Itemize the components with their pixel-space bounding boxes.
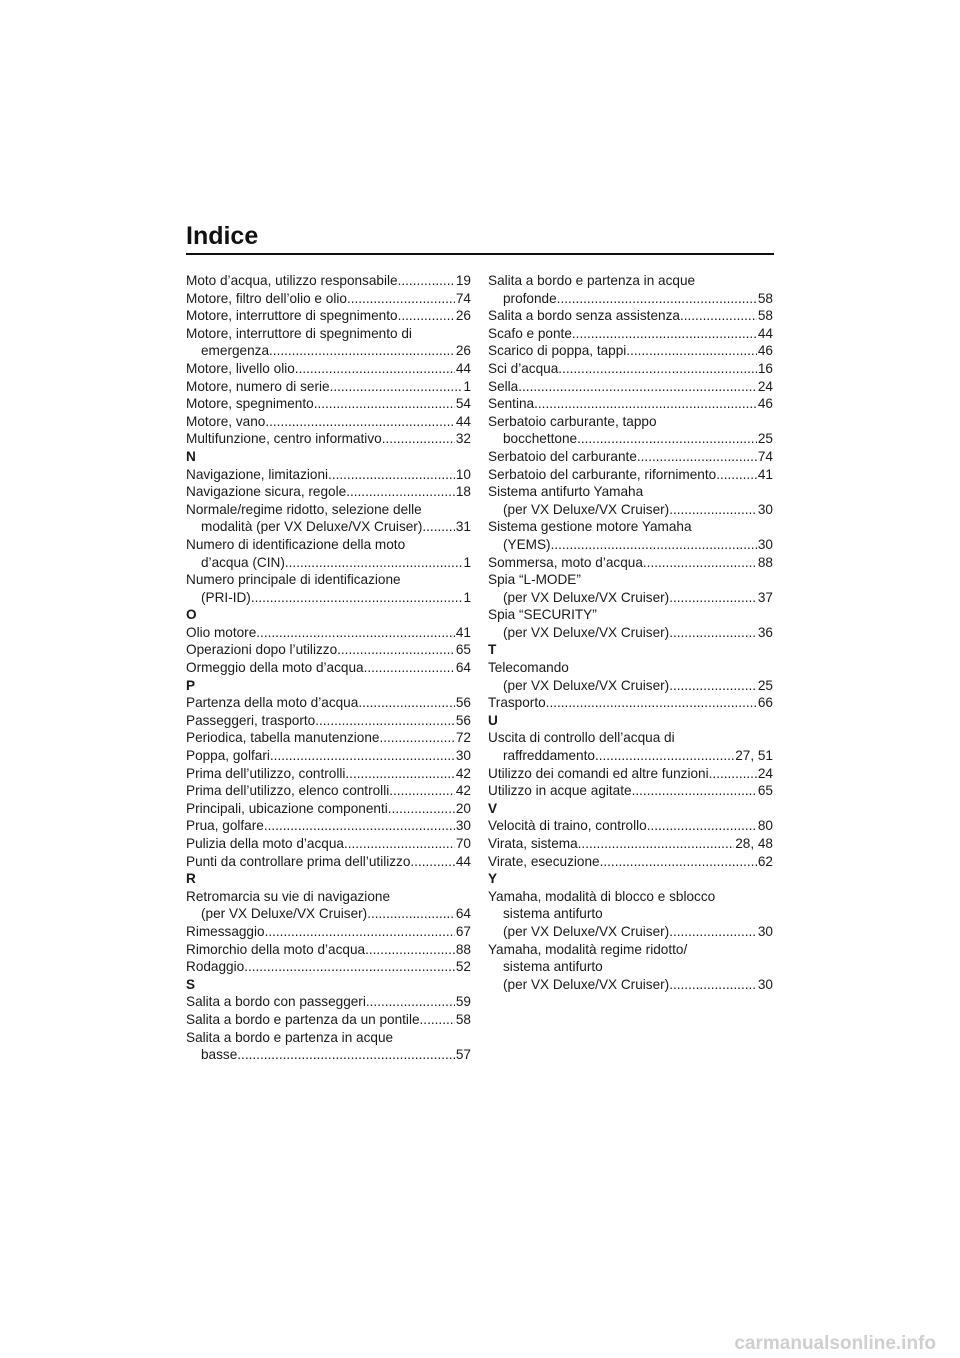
dot-leader	[669, 624, 757, 642]
index-entry	[186, 853, 471, 871]
index-page-number: 19	[455, 273, 471, 288]
index-entry-text: Virate, esecuzione	[488, 853, 600, 869]
index-page-number: 42	[455, 783, 471, 799]
index-entry	[488, 342, 773, 360]
dot-leader	[365, 941, 455, 959]
index-entry-text: Sentina	[488, 396, 535, 412]
dot-leader	[669, 677, 757, 695]
index-letter: N	[186, 448, 196, 464]
index-page-number: 70	[455, 836, 471, 851]
dot-leader	[295, 360, 455, 378]
index-page-number: 64	[455, 660, 471, 676]
dot-leader	[709, 765, 757, 783]
index-entry-text: basse	[201, 1047, 238, 1063]
index-page-number: 41	[455, 624, 471, 640]
dot-leader	[270, 747, 455, 765]
index-letter: P	[186, 677, 196, 693]
dot-leader	[600, 853, 757, 871]
index-entry-text: Salita a bordo con passeggeri	[186, 994, 366, 1010]
index-entry-heading	[488, 483, 773, 501]
index-entry-text: Spia “SECURITY”	[488, 607, 597, 623]
index-page-number: 58	[455, 1011, 471, 1027]
index-entry-text: Motore, spegnimento	[186, 396, 314, 412]
dot-leader	[578, 835, 735, 853]
dot-leader	[315, 712, 455, 730]
index-page-number: 65	[455, 642, 471, 658]
index-entry-text: Salita a bordo e partenza da un pontile	[186, 1011, 420, 1027]
index-entry-text: (YEMS)	[503, 536, 551, 552]
index-page-number: 37	[757, 589, 773, 605]
index-entry	[488, 835, 773, 853]
index-entry	[186, 466, 471, 484]
index-entry-heading	[488, 888, 773, 906]
index-page-number: 10	[455, 466, 471, 482]
dot-leader	[643, 554, 757, 572]
index-entry-text: Sci d’acqua	[488, 360, 559, 376]
index-page-number: 44	[455, 853, 471, 869]
index-entry-heading	[186, 1029, 471, 1047]
dot-leader	[364, 659, 455, 677]
index-entry-text: Sistema antifurto Yamaha	[488, 484, 644, 500]
index-entry	[488, 536, 773, 554]
index-entry-text: Utilizzo in acque agitate	[488, 783, 632, 799]
index-entry-text: Virata, sistema	[488, 836, 578, 851]
dot-leader	[551, 536, 757, 554]
dot-leader	[264, 817, 455, 835]
index-page-number: 32	[455, 431, 471, 447]
index-letter: T	[488, 642, 497, 658]
dot-leader	[669, 976, 757, 994]
watermark-logo	[576, 1332, 936, 1354]
index-entry	[186, 694, 471, 712]
index-page-number: 80	[757, 818, 773, 834]
dot-leader	[398, 307, 455, 325]
index-entry-text: Operazioni dopo l’utilizzo	[186, 642, 338, 658]
index-entry	[488, 448, 773, 466]
index-entry-text: (per VX Deluxe/VX Cruiser)	[201, 906, 368, 922]
index-entry	[488, 501, 773, 519]
index-entry	[186, 712, 471, 730]
index-entry	[186, 1046, 471, 1064]
index-entry	[186, 554, 471, 572]
index-entry-text: (per VX Deluxe/VX Cruiser)	[503, 677, 670, 693]
index-page-number: 72	[455, 730, 471, 746]
index-page-number: 27, 51	[735, 748, 773, 764]
index-page-number: 66	[757, 695, 773, 711]
dot-leader	[669, 589, 757, 607]
index-entry-text: Motore, livello olio	[186, 360, 295, 376]
index-entry	[488, 765, 773, 783]
dot-leader	[346, 483, 455, 501]
index-entry-text: Motore, interruttore di spegnimento di	[186, 325, 412, 341]
index-letter: S	[186, 976, 196, 992]
index-page-number: 25	[757, 677, 773, 693]
index-page-number: 30	[455, 748, 471, 764]
index-entry-heading	[488, 272, 773, 290]
index-entry-text: Periodica, tabella manutenzione	[186, 730, 380, 746]
index-page-number: 74	[455, 290, 471, 306]
dot-leader	[379, 729, 454, 747]
index-entry	[186, 782, 471, 800]
index-page-number: 44	[455, 360, 471, 376]
index-entry-text: Salita a bordo e partenza in acque	[186, 1029, 394, 1045]
index-entry	[488, 853, 773, 871]
index-entry	[488, 976, 773, 994]
index-entry-text: Serbatoio del carburante, rifornimento	[488, 466, 717, 482]
index-entry-text: Sella	[488, 378, 519, 394]
dot-leader	[367, 905, 455, 923]
index-entry-heading	[488, 606, 773, 624]
index-entry	[488, 290, 773, 308]
index-entry	[186, 413, 471, 431]
index-entry-text: Salita a bordo senza assistenza	[488, 308, 680, 324]
index-page-number: 65	[757, 783, 773, 799]
index-entry-text: (per VX Deluxe/VX Cruiser)	[503, 976, 670, 992]
dot-leader	[669, 923, 757, 941]
index-entry	[186, 360, 471, 378]
index-entry	[488, 589, 773, 607]
index-entry-text: profonde	[503, 290, 557, 306]
index-entry-text: Numero di identificazione della moto	[186, 536, 406, 552]
dot-leader	[314, 395, 455, 413]
index-page-number: 26	[455, 343, 471, 359]
index-entry-text: Principali, ubicazione componenti	[186, 800, 388, 816]
dot-leader	[366, 993, 455, 1011]
index-letter: U	[488, 712, 498, 728]
index-page-number: 52	[455, 959, 471, 975]
dot-leader	[347, 290, 455, 308]
index-entry-heading	[488, 659, 773, 677]
index-entry-text: Passeggeri, trasporto	[186, 712, 316, 728]
index-entry	[488, 554, 773, 572]
index-entry	[488, 747, 773, 765]
index-page-number: 30	[757, 976, 773, 992]
index-entry	[186, 342, 471, 360]
index-entry	[488, 923, 773, 941]
dot-leader	[398, 272, 455, 290]
title-divider	[186, 253, 774, 255]
index-entry-text: Uscita di controllo dell’acqua di	[488, 730, 675, 746]
index-page-number: 42	[455, 765, 471, 781]
index-page-number: 1	[463, 378, 471, 394]
index-entry-text: Ormeggio della moto d’acqua	[186, 660, 364, 676]
index-page-number: 31	[455, 519, 471, 535]
index-entry	[186, 958, 471, 976]
dot-leader	[716, 466, 757, 484]
index-entry-text: Velocità di traino, controllo	[488, 818, 647, 834]
index-entry-text: Salita a bordo e partenza in acque	[488, 273, 696, 288]
index-entry	[488, 378, 773, 396]
dot-leader	[534, 395, 757, 413]
index-entry-text: Motore, vano	[186, 413, 266, 429]
dot-leader	[637, 448, 757, 466]
footer	[0, 1330, 960, 1354]
index-entry-text: Yamaha, modalità regime ridotto/	[488, 941, 688, 957]
index-page-number: 88	[757, 554, 773, 570]
dot-leader	[546, 694, 757, 712]
index-page-number: 41	[757, 466, 773, 482]
index-entry	[488, 677, 773, 695]
index-entry	[186, 905, 471, 923]
index-entry-text: Yamaha, modalità di blocco e sblocco	[488, 888, 716, 904]
dot-leader	[572, 325, 757, 343]
index-entry	[186, 395, 471, 413]
index-entry-text: Partenza della moto d’acqua	[186, 695, 359, 711]
index-entry-text: Moto d’acqua, utilizzo responsabile	[186, 273, 398, 288]
index-entry-text: Sommersa, moto d’acqua	[488, 554, 643, 570]
index-page-number: 44	[455, 413, 471, 429]
index-entry-text: (per VX Deluxe/VX Cruiser)	[503, 501, 670, 517]
dot-leader	[577, 430, 757, 448]
index-entry-text: Retromarcia su vie di navigazione	[186, 888, 391, 904]
index-page-number: 36	[757, 624, 773, 640]
dot-leader	[422, 518, 455, 536]
dot-leader	[557, 290, 757, 308]
dot-leader	[420, 1011, 455, 1029]
index-entry-text: Poppa, golfari	[186, 748, 270, 764]
index-entry-text: Numero principale di identificazione	[186, 572, 401, 588]
index-page-number: 26	[455, 308, 471, 324]
dot-leader	[558, 360, 757, 378]
index-entry-text: Pulizia della moto d’acqua	[186, 836, 344, 851]
index-page-number: 16	[757, 360, 773, 376]
index-entry-heading	[186, 888, 471, 906]
dot-leader	[632, 782, 757, 800]
index-entry-heading	[186, 501, 471, 519]
index-letter: R	[186, 871, 196, 887]
index-entry-text: Scarico di poppa, tappi	[488, 343, 627, 359]
index-entry-text: Multifunzione, centro informativo	[186, 431, 382, 447]
index-page-number: 54	[455, 396, 471, 412]
index-entry	[186, 993, 471, 1011]
index-entry	[488, 360, 773, 378]
index-entry-heading	[488, 958, 773, 976]
index-entry-heading	[488, 518, 773, 536]
index-page-number: 28, 48	[735, 836, 773, 851]
index-letter: V	[488, 800, 498, 816]
index-entry-text: Serbatoio carburante, tappo	[488, 413, 657, 429]
index-entry	[186, 430, 471, 448]
index-entry-text: (per VX Deluxe/VX Cruiser)	[503, 923, 670, 939]
index-entry	[186, 483, 471, 501]
index-entry	[186, 659, 471, 677]
dot-leader	[285, 554, 463, 572]
index-entry-text: bocchettone	[503, 431, 578, 447]
dot-leader	[344, 835, 455, 853]
dot-leader	[518, 378, 757, 396]
index-entry-text: Navigazione, limitazioni	[186, 466, 329, 482]
index-entry-text: raffreddamento	[503, 748, 595, 764]
dot-leader	[328, 466, 455, 484]
index-entry-heading	[186, 536, 471, 554]
index-page-number: 25	[757, 431, 773, 447]
index-page-number: 46	[757, 343, 773, 359]
index-letter: Y	[488, 871, 498, 887]
dot-leader	[410, 853, 454, 871]
dot-leader	[265, 923, 455, 941]
index-entry-text: d’acqua (CIN)	[201, 554, 285, 570]
index-page-number: 30	[757, 501, 773, 517]
index-entry	[186, 817, 471, 835]
index-page-number: 44	[757, 325, 773, 341]
index-column-right	[488, 272, 773, 993]
index-page-number: 67	[455, 923, 471, 939]
dot-leader	[358, 694, 455, 712]
dot-leader	[269, 342, 455, 360]
index-page-number: 20	[455, 800, 471, 816]
index-entry	[186, 747, 471, 765]
index-entry-text: (per VX Deluxe/VX Cruiser)	[503, 589, 670, 605]
index-entry-text: Rimorchio della moto d’acqua	[186, 941, 366, 957]
index-page-number: 18	[455, 484, 471, 500]
index-entry	[186, 1011, 471, 1029]
index-entry-text: Scafo e ponte	[488, 325, 572, 341]
index-column-left	[186, 272, 471, 1064]
index-page-number: 30	[455, 818, 471, 834]
index-entry-text: (per VX Deluxe/VX Cruiser)	[503, 624, 670, 640]
index-page-number: 88	[455, 941, 471, 957]
dot-leader	[595, 747, 734, 765]
index-entry-heading	[186, 571, 471, 589]
index-entry-text: modalità (per VX Deluxe/VX Cruiser)	[201, 519, 423, 535]
dot-leader	[265, 413, 455, 431]
index-page-number: 57	[455, 1047, 471, 1063]
index-entry	[186, 641, 471, 659]
index-entry-text: Olio motore	[186, 624, 257, 640]
index-page-number: 58	[757, 308, 773, 324]
index-entry	[186, 589, 471, 607]
index-page-number: 59	[455, 994, 471, 1010]
dot-leader	[330, 378, 463, 396]
index-entry-text: Punti da controllare prima dell’utilizzo	[186, 853, 411, 869]
index-page-number: 62	[757, 853, 773, 869]
index-entry	[488, 307, 773, 325]
dot-leader	[337, 641, 455, 659]
index-entry	[488, 466, 773, 484]
index-entry-text: Sistema gestione motore Yamaha	[488, 519, 692, 535]
index-entry-text: Serbatoio del carburante	[488, 448, 637, 464]
index-entry-text: Motore, interruttore di spegnimento	[186, 308, 398, 324]
index-entry-text: sistema antifurto	[503, 906, 603, 922]
index-entry-heading	[186, 325, 471, 343]
dot-leader	[626, 342, 757, 360]
dot-leader	[244, 958, 455, 976]
index-entry-text: Prima dell’utilizzo, controlli	[186, 765, 346, 781]
index-entry	[488, 395, 773, 413]
index-entry	[186, 765, 471, 783]
index-page-number: 56	[455, 712, 471, 728]
index-entry-text: emergenza	[201, 343, 270, 359]
index-entry-text: Navigazione sicura, regole	[186, 484, 347, 500]
index-entry-text: Rimessaggio	[186, 923, 265, 939]
index-entry	[186, 624, 471, 642]
index-entry	[186, 941, 471, 959]
index-entry-text: Motore, filtro dell’olio e olio	[186, 290, 347, 306]
index-entry	[186, 290, 471, 308]
index-page-number: 24	[757, 765, 773, 781]
dot-leader	[680, 307, 757, 325]
index-entry-text: Spia “L-MODE”	[488, 572, 581, 588]
index-entry	[186, 307, 471, 325]
dot-leader	[388, 800, 455, 818]
index-page-number: 30	[757, 923, 773, 939]
index-entry	[488, 694, 773, 712]
dot-leader	[251, 589, 463, 607]
index-entry	[186, 800, 471, 818]
index-entry-text: Utilizzo dei comandi ed altre funzioni	[488, 765, 709, 781]
page-title: Indice	[186, 222, 259, 250]
index-entry-heading	[488, 571, 773, 589]
index-entry-heading	[488, 413, 773, 431]
dot-leader	[345, 765, 454, 783]
index-entry-heading	[488, 941, 773, 959]
index-entry	[488, 817, 773, 835]
index-entry	[488, 325, 773, 343]
dot-leader	[382, 430, 455, 448]
index-entry	[488, 782, 773, 800]
index-page-number: 1	[463, 554, 471, 570]
index-entry-text: Trasporto	[488, 695, 546, 711]
index-page-number: 64	[455, 906, 471, 922]
index-entry-text: Motore, numero di serie	[186, 378, 330, 394]
index-entry	[186, 835, 471, 853]
index-page-number: 56	[455, 695, 471, 711]
index-entry-text: (PRI-ID)	[201, 589, 251, 605]
dot-leader	[389, 782, 455, 800]
dot-leader	[669, 501, 757, 519]
index-page-number: 58	[757, 290, 773, 306]
index-entry-text: Prima dell’utilizzo, elenco controlli	[186, 783, 390, 799]
watermark-text: carmanualsonline.info	[734, 1333, 936, 1354]
index-entry	[186, 272, 471, 290]
index-page-number: 46	[757, 396, 773, 412]
index-page-number: 24	[757, 378, 773, 394]
dot-leader	[647, 817, 757, 835]
index-entry	[186, 923, 471, 941]
index-page-number: 1	[463, 589, 471, 605]
dot-leader	[237, 1046, 455, 1064]
index-entry-heading	[488, 729, 773, 747]
index-entry	[488, 624, 773, 642]
index-letter: O	[186, 607, 197, 623]
index-entry	[488, 430, 773, 448]
index-page-number: 30	[757, 536, 773, 552]
index-entry	[186, 378, 471, 396]
index-entry-heading	[488, 905, 773, 923]
index-entry	[186, 518, 471, 536]
index-entry-text: Normale/regime ridotto, selezione delle	[186, 501, 422, 517]
dot-leader	[256, 624, 455, 642]
index-entry-text: sistema antifurto	[503, 959, 603, 975]
index-entry-text: Rodaggio	[186, 959, 245, 975]
index-entry	[186, 729, 471, 747]
index-entry-text: Telecomando	[488, 660, 569, 676]
index-entry-text: Prua, golfare	[186, 818, 264, 834]
index-page-number: 74	[757, 448, 773, 464]
